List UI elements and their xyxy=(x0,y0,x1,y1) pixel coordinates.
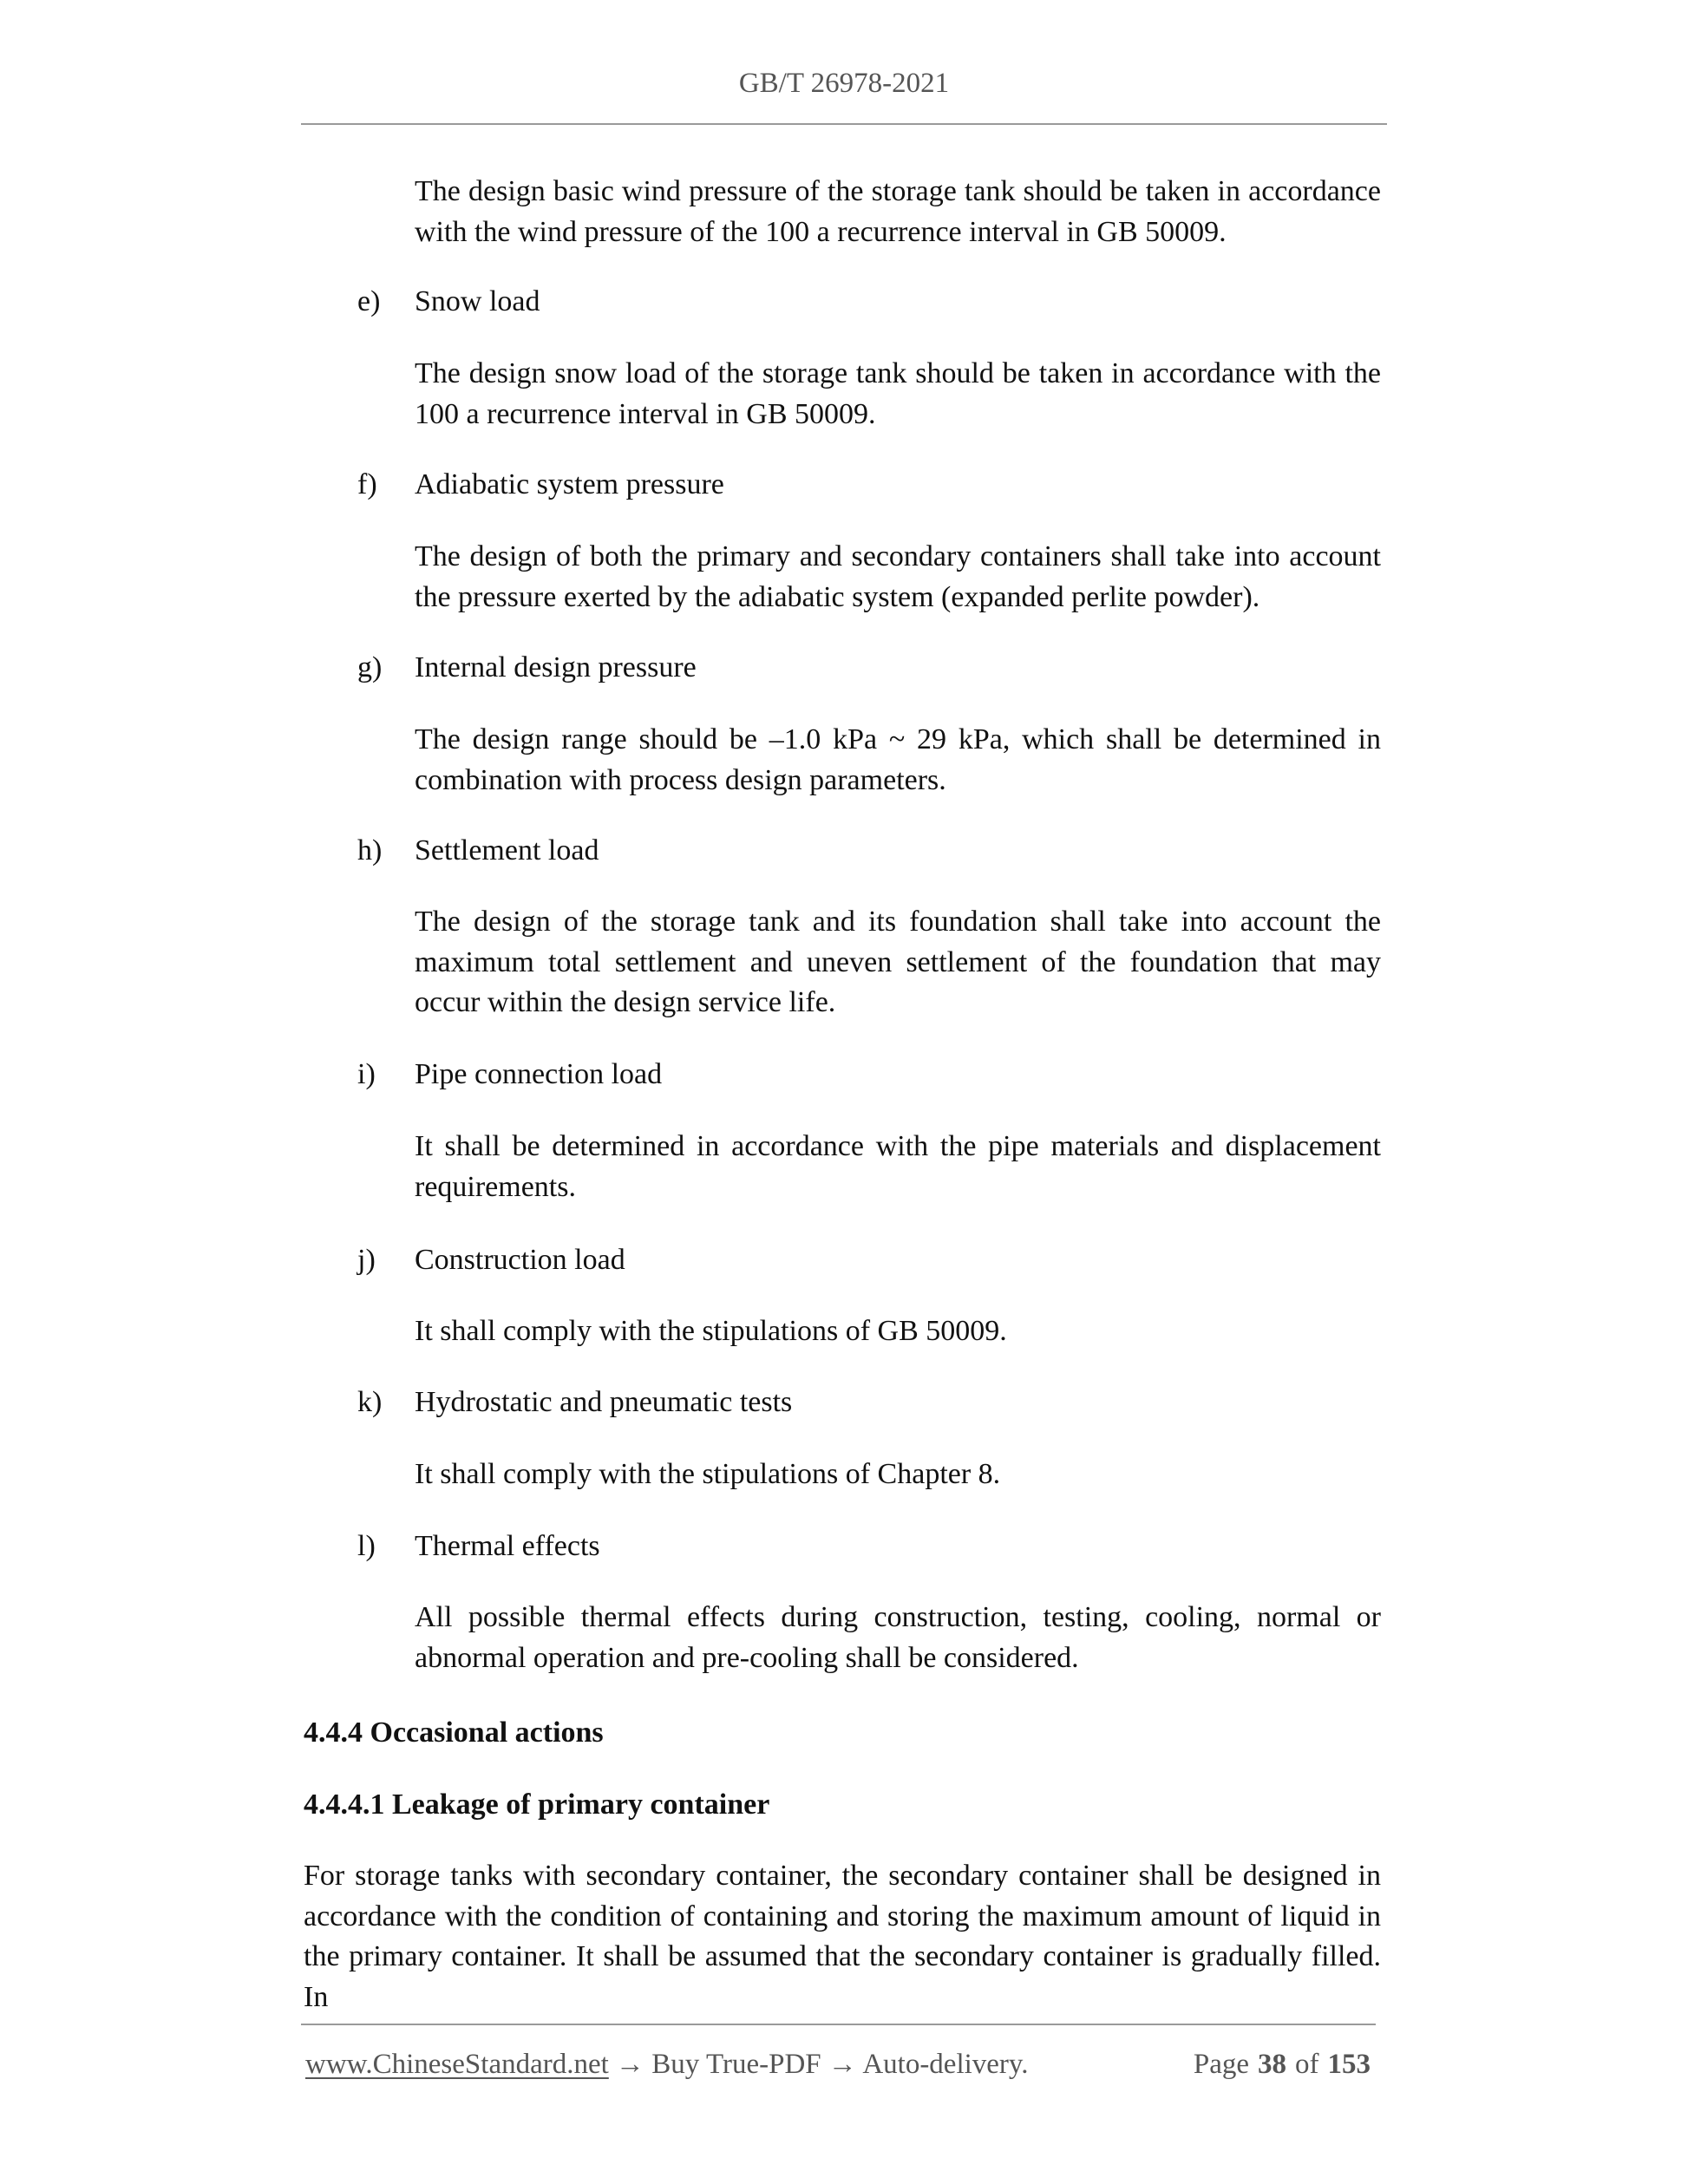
page-of-label: of xyxy=(1295,2049,1319,2080)
list-marker: l) xyxy=(357,1530,376,1562)
list-item-title: Internal design pressure xyxy=(415,651,697,683)
section-heading: 4.4.4 Occasional actions xyxy=(304,1716,604,1749)
website-link[interactable]: www.ChineseStandard.net xyxy=(305,2049,609,2080)
arrow-right-icon: → xyxy=(616,2049,645,2080)
footer-divider xyxy=(301,2024,1376,2025)
list-item-body: It shall comply with the stipulations of Chapter 8. xyxy=(415,1458,1001,1490)
list-marker: h) xyxy=(357,834,383,866)
list-marker: i) xyxy=(357,1058,376,1090)
list-item-title: Construction load xyxy=(415,1244,625,1276)
arrow-right-icon: → xyxy=(828,2049,857,2080)
list-marker: k) xyxy=(357,1386,383,1418)
list-item-body: It shall comply with the stipulations of GB 50009. xyxy=(415,1315,1007,1347)
list-item-body: The design of the storage tank and its foundation shall take into account the maximum total settlement and uneven settlement of the foundation that may occur within the design service life. xyxy=(415,906,1381,1018)
list-item-title: Settlement load xyxy=(415,834,599,866)
list-item-title: Hydrostatic and pneumatic tests xyxy=(415,1386,793,1418)
leakage-paragraph: For storage tanks with secondary container, the secondary container shall be designed in accordance with the condition of containing and storing the maximum amount of liquid in the primary container. It shall be assumed that the secondary container is gradually filled. In xyxy=(304,1860,1381,2013)
list-item-title: Pipe connection load xyxy=(415,1058,663,1090)
list-marker: f) xyxy=(357,468,377,500)
header-divider xyxy=(301,123,1387,125)
list-item-thermal-effects xyxy=(357,1527,1381,1567)
auto-delivery-text: Auto-delivery. xyxy=(862,2049,1029,2080)
list-marker: e) xyxy=(357,285,381,317)
list-item-hydrostatic-pneumatic-tests xyxy=(357,1383,1381,1423)
list-item-internal-design-pressure xyxy=(357,648,1381,689)
list-item-adiabatic-system-pressure xyxy=(357,465,1381,506)
list-item-body: The design of both the primary and secondary containers shall take into account the pressure exerted by the adiabatic system (expanded perlite powder). xyxy=(415,540,1381,613)
list-item-body: All possible thermal effects during construction, testing, cooling, normal or abnormal operation and pre-cooling shall be considered. xyxy=(415,1601,1381,1674)
page-label: Page xyxy=(1193,2049,1249,2080)
list-item-settlement-load xyxy=(357,831,1381,872)
document-code-header: GB/T 26978-2021 xyxy=(738,68,950,99)
footer-promo xyxy=(305,2047,1029,2082)
list-item-snow-load xyxy=(357,282,1381,323)
buy-pdf-text: Buy True-PDF xyxy=(651,2049,821,2080)
list-item-body: The design range should be –1.0 kPa ~ 29 kPa, which shall be determined in combination with process design parameters. xyxy=(415,723,1381,796)
page-footer xyxy=(305,2047,1371,2082)
wind-pressure-paragraph: The design basic wind pressure of the storage tank should be taken in accordance with the wind pressure of the 100 a recurrence interval in GB 50009. xyxy=(415,175,1381,248)
list-item-pipe-connection-load xyxy=(357,1055,1381,1095)
list-item-title: Thermal effects xyxy=(415,1530,600,1562)
list-marker: j) xyxy=(357,1244,376,1276)
page-current: 38 xyxy=(1258,2049,1286,2080)
subsection-heading: 4.4.4.1 Leakage of primary container xyxy=(304,1788,770,1821)
list-item-construction-load xyxy=(357,1240,1381,1281)
list-marker: g) xyxy=(357,651,383,683)
page-total: 153 xyxy=(1327,2049,1371,2080)
list-item-body: The design snow load of the storage tank should be taken in accordance with the 100 a recurrence interval in GB 50009. xyxy=(415,357,1381,430)
list-item-title: Snow load xyxy=(415,285,540,317)
list-item-body: It shall be determined in accordance with the pipe materials and displacement requirements. xyxy=(415,1130,1381,1203)
list-item-title: Adiabatic system pressure xyxy=(415,468,724,500)
page-number xyxy=(1194,2047,1371,2082)
